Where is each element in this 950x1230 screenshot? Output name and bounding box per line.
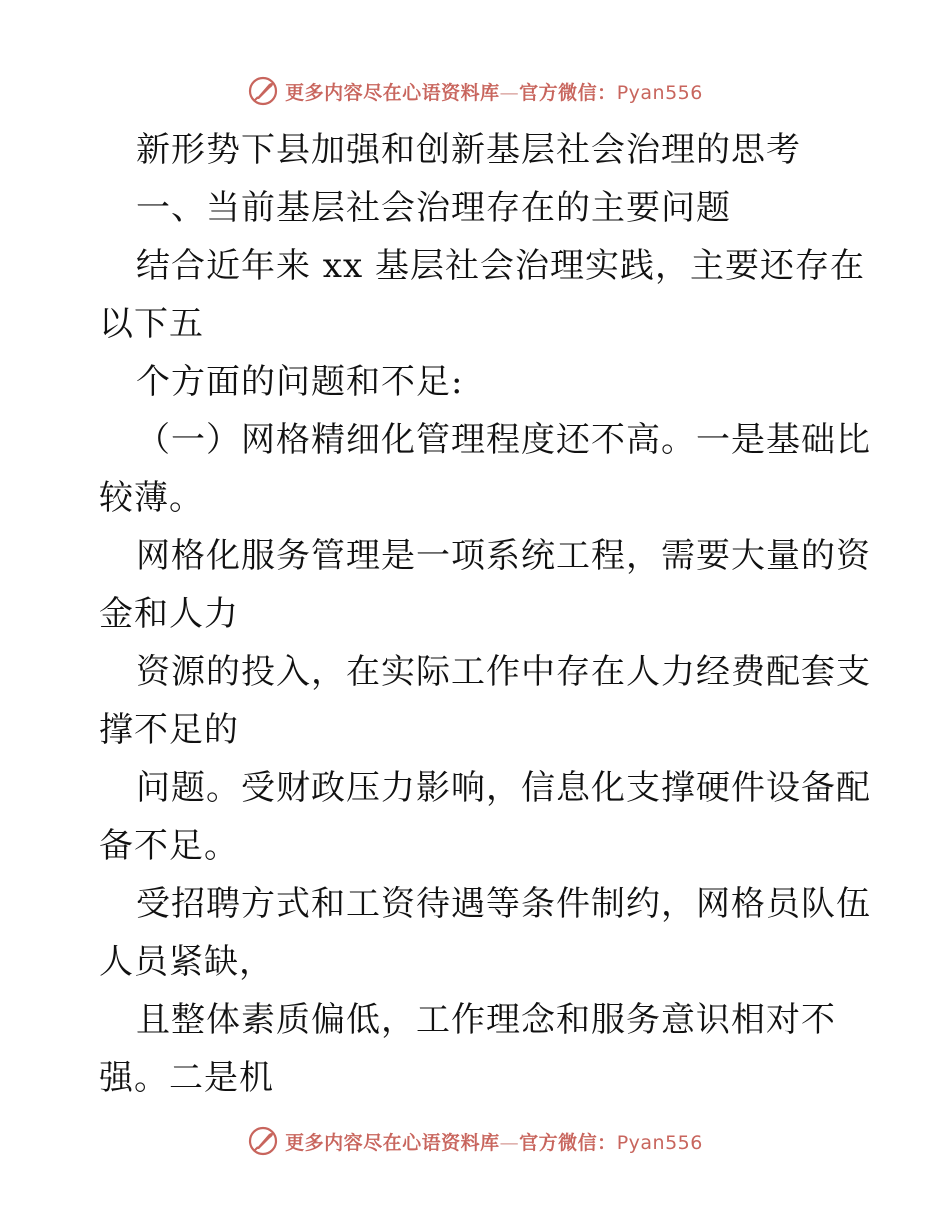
footer-brand-text: 更多内容尽在心语资料库 <box>285 1131 500 1154</box>
paragraph-line: 结合近年来 xx 基层社会治理实践，主要还存在 <box>136 246 865 286</box>
footer-watermark-text <box>285 1128 703 1155</box>
paragraph-line: 且整体素质偏低，工作理念和服务意识相对不 <box>136 1000 836 1040</box>
paragraph-line: 以下五 <box>99 304 204 344</box>
document-title: 新形势下县加强和创新基层社会治理的思考 <box>136 130 801 170</box>
paragraph-line: 资源的投入，在实际工作中存在人力经费配套支 <box>136 652 871 692</box>
document-body <box>99 121 871 1107</box>
paragraph-line: 撑不足的 <box>99 710 239 750</box>
paragraph-line: 人员紧缺， <box>99 942 274 982</box>
subsection-heading: （一）网格精细化管理程度还不高。一是基础比 <box>136 420 871 460</box>
header-wechat-id: Pyan556 <box>616 81 703 104</box>
header-separator: — <box>499 81 520 104</box>
section-heading: 一、当前基层社会治理存在的主要问题 <box>136 188 731 228</box>
header-watermark <box>247 75 703 107</box>
paragraph-line: 强。二是机 <box>99 1058 274 1098</box>
footer-watermark-banner <box>0 1121 950 1161</box>
quill-pen-seal-icon <box>247 1125 279 1157</box>
paragraph-line: 网格化服务管理是一项系统工程，需要大量的资 <box>136 536 871 576</box>
paragraph-line: 个方面的问题和不足: <box>136 362 464 402</box>
quill-pen-seal-icon <box>247 75 279 107</box>
footer-wechat-label: 官方微信： <box>519 1131 617 1154</box>
paragraph-line: 较薄。 <box>99 478 204 518</box>
paragraph-line: 问题。受财政压力影响，信息化支撑硬件设备配 <box>136 768 871 808</box>
header-brand-text: 更多内容尽在心语资料库 <box>285 81 500 104</box>
footer-separator: — <box>499 1131 520 1154</box>
footer-wechat-id: Pyan556 <box>616 1131 703 1154</box>
header-wechat-label: 官方微信： <box>519 81 617 104</box>
header-watermark-banner <box>0 71 950 111</box>
paragraph-line: 金和人力 <box>99 594 239 634</box>
footer-watermark <box>247 1125 703 1157</box>
header-watermark-text <box>285 78 703 105</box>
paragraph-line: 受招聘方式和工资待遇等条件制约，网格员队伍 <box>136 884 871 924</box>
paragraph-line: 备不足。 <box>99 826 239 866</box>
